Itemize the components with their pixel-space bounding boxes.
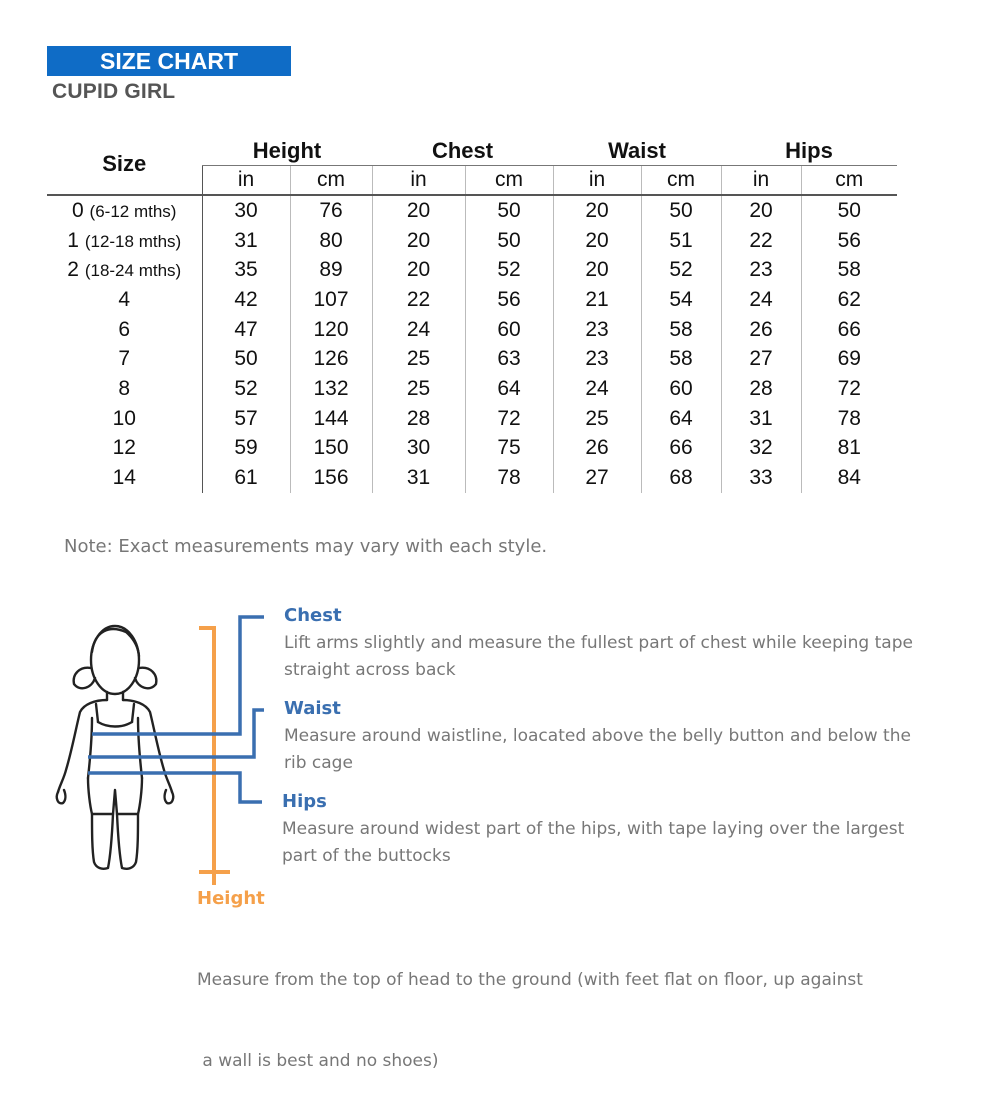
table-row <box>47 226 897 256</box>
value-cell: 23 <box>721 255 801 285</box>
value-cell: 26 <box>553 434 641 464</box>
unit-header: cm <box>641 166 721 196</box>
value-cell: 20 <box>372 195 465 226</box>
height-label: Height <box>197 888 265 909</box>
table-row <box>47 315 897 345</box>
unit-header: in <box>553 166 641 196</box>
chest-label: Chest <box>284 605 342 626</box>
value-cell: 21 <box>553 285 641 315</box>
value-cell: 58 <box>641 344 721 374</box>
table-row <box>47 374 897 404</box>
value-cell: 81 <box>801 434 897 464</box>
value-cell: 33 <box>721 463 801 493</box>
size-cell: 4 <box>118 287 131 311</box>
size-cell: 6 <box>118 317 131 341</box>
value-cell: 58 <box>801 255 897 285</box>
value-cell: 56 <box>465 285 553 315</box>
hips-header: Hips <box>721 134 897 166</box>
value-cell: 54 <box>641 285 721 315</box>
value-cell: 31 <box>202 226 290 256</box>
value-cell: 20 <box>721 195 801 226</box>
value-cell: 68 <box>641 463 721 493</box>
value-cell: 58 <box>641 315 721 345</box>
value-cell: 126 <box>290 344 372 374</box>
value-cell: 66 <box>801 315 897 345</box>
value-cell: 60 <box>641 374 721 404</box>
value-cell: 78 <box>465 463 553 493</box>
table-row <box>47 344 897 374</box>
size-cell: 14 <box>112 466 136 490</box>
value-cell: 20 <box>372 255 465 285</box>
value-cell: 50 <box>641 195 721 226</box>
value-cell: 28 <box>372 404 465 434</box>
height-description: Measure from the top of head to the ground (with feet flat on floor, up against a wall is best and no shoes) <box>197 970 863 1071</box>
value-cell: 144 <box>290 404 372 434</box>
value-cell: 52 <box>465 255 553 285</box>
value-cell: 50 <box>801 195 897 226</box>
value-cell: 62 <box>801 285 897 315</box>
value-cell: 52 <box>641 255 721 285</box>
value-cell: 22 <box>721 226 801 256</box>
value-cell: 150 <box>290 434 372 464</box>
value-cell: 66 <box>641 434 721 464</box>
value-cell: 60 <box>465 315 553 345</box>
girl-figure-icon <box>57 626 173 869</box>
waist-description: Measure around waistline, loacated above the belly button and below the rib cage <box>284 726 911 773</box>
value-cell: 24 <box>372 315 465 345</box>
value-cell: 31 <box>372 463 465 493</box>
unit-header: cm <box>801 166 897 196</box>
value-cell: 24 <box>721 285 801 315</box>
value-cell: 20 <box>553 195 641 226</box>
value-cell: 35 <box>202 255 290 285</box>
size-cell: 1 (12-18 mths) <box>67 228 182 252</box>
value-cell: 27 <box>721 344 801 374</box>
size-cell: 8 <box>118 376 131 400</box>
value-cell: 32 <box>721 434 801 464</box>
value-cell: 64 <box>465 374 553 404</box>
height-header: Height <box>202 134 372 166</box>
size-table <box>47 134 897 493</box>
value-cell: 107 <box>290 285 372 315</box>
value-cell: 56 <box>801 226 897 256</box>
value-cell: 57 <box>202 404 290 434</box>
unit-header: cm <box>290 166 372 196</box>
value-cell: 50 <box>465 226 553 256</box>
value-cell: 30 <box>372 434 465 464</box>
value-cell: 47 <box>202 315 290 345</box>
table-row <box>47 285 897 315</box>
size-cell: 7 <box>118 347 131 371</box>
value-cell: 23 <box>553 315 641 345</box>
value-cell: 120 <box>290 315 372 345</box>
chest-measure-line <box>92 617 264 734</box>
value-cell: 25 <box>553 404 641 434</box>
value-cell: 89 <box>290 255 372 285</box>
value-cell: 24 <box>553 374 641 404</box>
value-cell: 20 <box>553 226 641 256</box>
value-cell: 31 <box>721 404 801 434</box>
value-cell: 26 <box>721 315 801 345</box>
waist-header: Waist <box>553 134 721 166</box>
value-cell: 61 <box>202 463 290 493</box>
value-cell: 76 <box>290 195 372 226</box>
value-cell: 42 <box>202 285 290 315</box>
value-cell: 30 <box>202 195 290 226</box>
unit-header: in <box>202 166 290 196</box>
value-cell: 132 <box>290 374 372 404</box>
table-row <box>47 434 897 464</box>
value-cell: 25 <box>372 374 465 404</box>
size-cell: 2 (18-24 mths) <box>67 258 182 282</box>
value-cell: 75 <box>465 434 553 464</box>
value-cell: 63 <box>465 344 553 374</box>
value-cell: 64 <box>641 404 721 434</box>
value-cell: 50 <box>465 195 553 226</box>
chest-header: Chest <box>372 134 553 166</box>
value-cell: 28 <box>721 374 801 404</box>
value-cell: 50 <box>202 344 290 374</box>
value-cell: 23 <box>553 344 641 374</box>
table-row <box>47 195 897 226</box>
size-cell: 10 <box>112 406 136 430</box>
value-cell: 27 <box>553 463 641 493</box>
measurement-note: Note: Exact measurements may vary with each style. <box>64 536 548 557</box>
product-name: CUPID GIRL <box>52 80 176 103</box>
size-chart-banner: SIZE CHART <box>47 46 291 76</box>
value-cell: 25 <box>372 344 465 374</box>
value-cell: 72 <box>465 404 553 434</box>
value-cell: 20 <box>553 255 641 285</box>
value-cell: 69 <box>801 344 897 374</box>
value-cell: 72 <box>801 374 897 404</box>
value-cell: 52 <box>202 374 290 404</box>
value-cell: 84 <box>801 463 897 493</box>
hips-label: Hips <box>282 791 327 812</box>
value-cell: 78 <box>801 404 897 434</box>
unit-header: cm <box>465 166 553 196</box>
value-cell: 51 <box>641 226 721 256</box>
table-row <box>47 463 897 493</box>
size-column-header: Size <box>47 134 202 195</box>
value-cell: 20 <box>372 226 465 256</box>
waist-label: Waist <box>284 698 341 719</box>
unit-header: in <box>721 166 801 196</box>
unit-header: in <box>372 166 465 196</box>
size-cell: 0 (6-12 mths) <box>72 198 177 222</box>
hips-description: Measure around widest part of the hips, with tape laying over the largest part of the buttocks <box>282 819 905 866</box>
value-cell: 59 <box>202 434 290 464</box>
table-row <box>47 255 897 285</box>
table-row <box>47 404 897 434</box>
chest-description: Lift arms slightly and measure the fullest part of chest while keeping tape straight across back <box>284 633 913 680</box>
value-cell: 22 <box>372 285 465 315</box>
value-cell: 156 <box>290 463 372 493</box>
value-cell: 80 <box>290 226 372 256</box>
size-cell: 12 <box>112 436 136 460</box>
